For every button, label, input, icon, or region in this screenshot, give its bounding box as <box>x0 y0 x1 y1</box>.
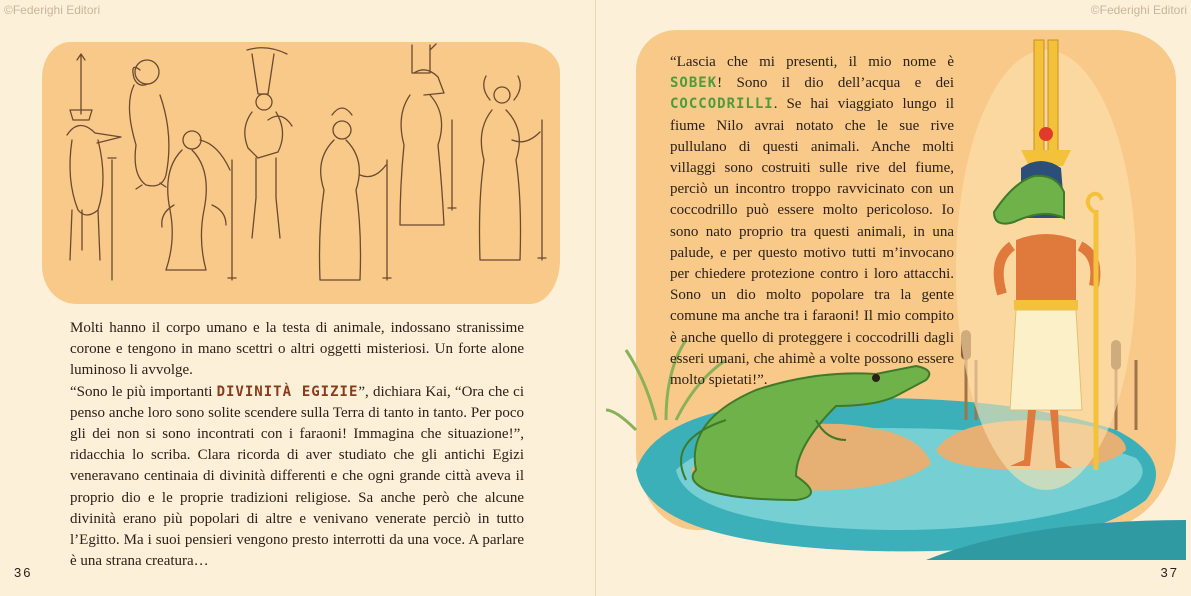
highlight-sobek: SOBEK <box>670 75 718 92</box>
god-figure <box>480 76 547 260</box>
right-page <box>596 0 1191 596</box>
god-figure <box>245 48 292 238</box>
copyright-notice: ©Federighi Editori <box>4 3 101 17</box>
sobek-god-illustration <box>956 40 1136 490</box>
left-body-text <box>70 318 524 572</box>
paragraph: Molti hanno il corpo umano e la testa di animale, indossano stranissime corone e tengono in mano scettri o altri oggetti misteriosi. Un forte alone luminoso li avvolge. <box>70 320 524 379</box>
page-number: 37 <box>1160 565 1179 580</box>
right-body-text <box>670 52 954 391</box>
highlight-divinita-egizie: DIVINITÀ EGIZIE <box>216 383 359 400</box>
left-page <box>0 0 595 596</box>
text-segment: . Se hai viaggiato lungo il fiume Nilo avrai notato che le sue rive pullulano di questi animali. Anche molti villaggi sono costruiti sulle rive del fiume, perciò un incontro troppo ravvicinato con un coccodrillo può essere molto pericoloso. Io sono nato proprio tra questi animali, in una palude, e per questo motivo tutti m’invocano per chiedere protezione contro i loro attacchi. Sono un dio molto popolare tra la gente comune ma anche tra i faraoni! Il mio compito è anche quello di proteggere i coccodrilli dagli esseri umani, che ahimè a volte possono essere molto spietati!”. <box>670 96 954 389</box>
god-figure <box>129 60 168 189</box>
highlight-coccodrilli: COCCODRILLI <box>670 96 774 113</box>
paragraph <box>70 382 524 573</box>
text-segment: “Lascia che mi presenti, il mio nome è <box>670 54 954 70</box>
egyptian-gods-sketch <box>42 40 560 310</box>
text-segment: ”, dichiara Kai, “Ora che ci penso anche loro sono solite scendere sulla Terra di tanto in tanto. Per poco gli dei non si sono incontrati con i faraoni! Immagina che situazione!”, ridacchia lo scriba. Clara ricorda di aver studiato che gli antichi Egizi veneravano centinaia di divinità differenti e che ogni grande città aveva il proprio dio e le proprie tradizioni religiose. Sa anche però che alcune divinità erano più popolari di altre e venivano venerate perciò in tutto l’Egitto. Ma i suoi pensieri vengono presto interrotti da una voce. A parlare è una strana creatura… <box>70 383 525 570</box>
text-segment: “Sono le più importanti <box>70 383 217 400</box>
god-figure <box>320 108 392 280</box>
god-figure <box>67 54 121 280</box>
god-figure <box>400 44 456 225</box>
page-number: 36 <box>14 565 33 580</box>
text-segment: ! Sono il dio dell’acqua e dei <box>717 75 954 92</box>
copyright-notice: ©Federighi Editori <box>1090 3 1187 17</box>
god-figure <box>162 131 236 280</box>
paragraph <box>670 52 954 391</box>
